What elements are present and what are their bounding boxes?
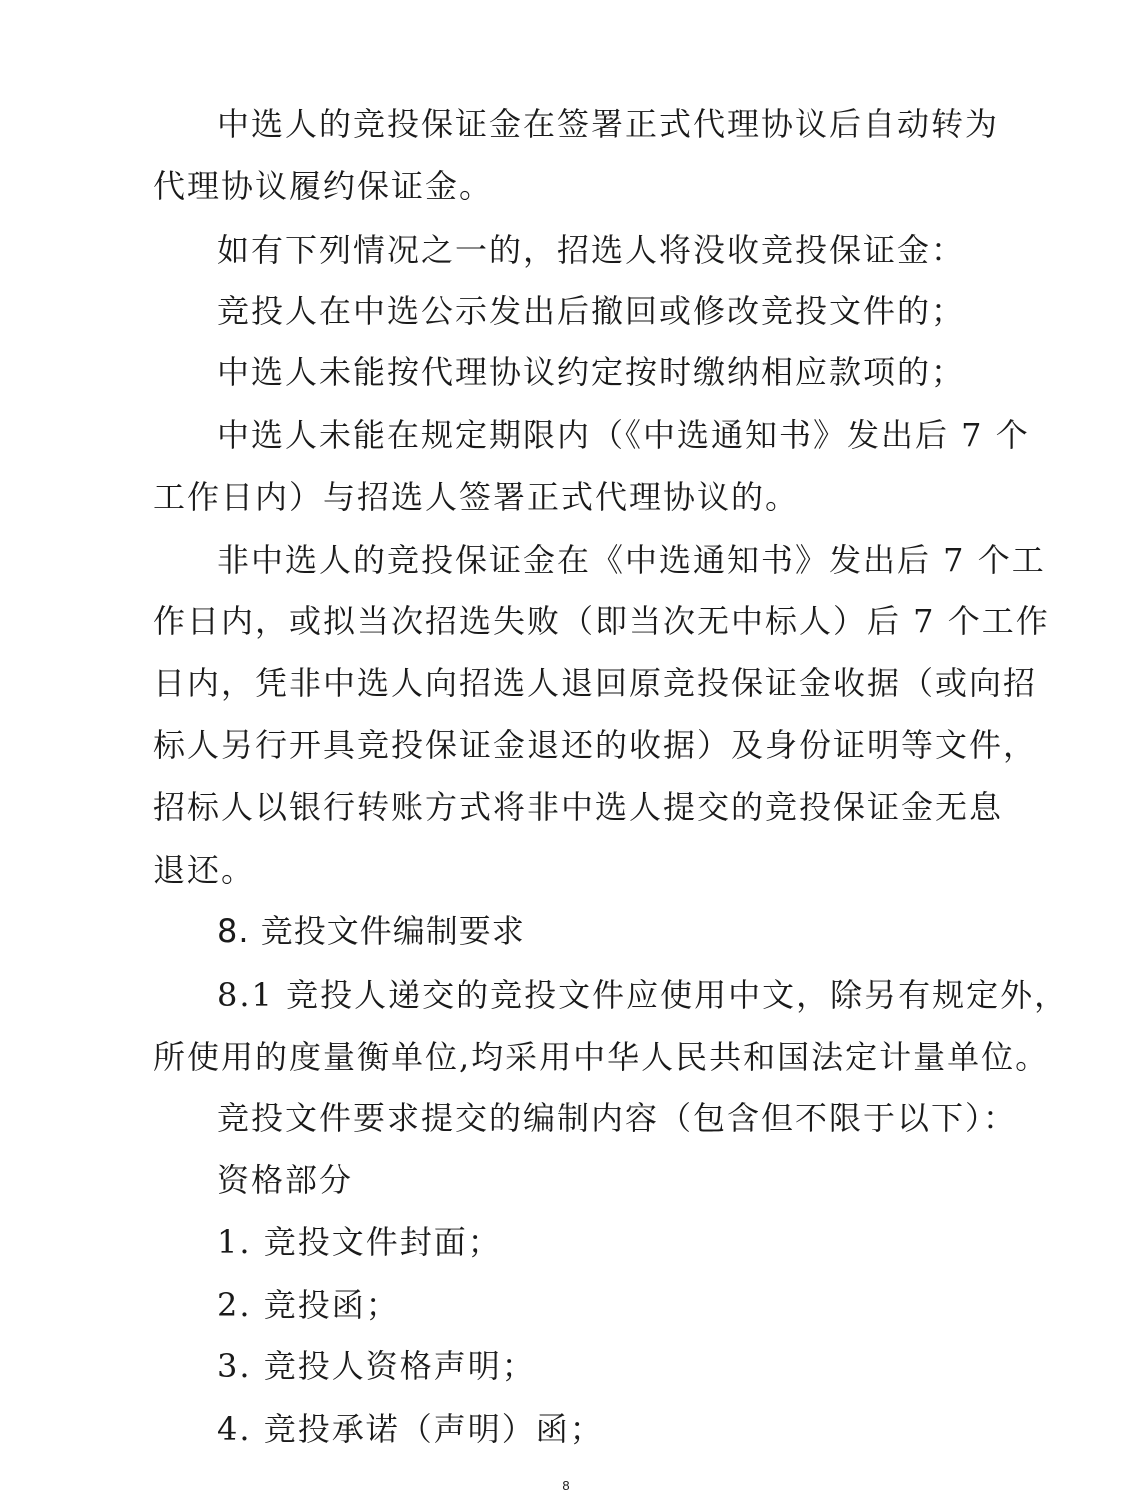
text-line: 标人另行开具竞投保证金退还的收据）及身份证明等文件， [153, 726, 1038, 764]
text-line: 如有下列情况之一的，招选人将没收竞投保证金： [217, 231, 966, 269]
page-number: 8 [562, 1478, 570, 1493]
text-line: 中选人未能按代理协议约定按时缴纳相应款项的； [217, 353, 966, 391]
text-line: 非中选人的竞投保证金在《中选通知书》发出后 7 个工 [217, 541, 1046, 579]
list-item: 4. 竞投承诺（声明）函； [217, 1410, 604, 1448]
list-item: 1. 竞投文件封面； [217, 1223, 502, 1261]
text-line: 退还。 [153, 851, 256, 889]
text-line: 8.1 竞投人递交的竞投文件应使用中文，除另有规定外， [217, 976, 1069, 1014]
text-line: 竞投文件要求提交的编制内容（包含但不限于以下）： [217, 1099, 1018, 1137]
section-heading: 8. 竞投文件编制要求 [217, 912, 525, 950]
text-line: 招标人以银行转账方式将非中选人提交的竞投保证金无息 [153, 788, 1004, 826]
text-line: 中选人的竞投保证金在签署正式代理协议后自动转为 [217, 105, 1000, 143]
text-line: 竞投人在中选公示发出后撤回或修改竞投文件的； [217, 292, 966, 330]
text-line: 代理协议履约保证金。 [153, 167, 494, 205]
text-line: 日内，凭非中选人向招选人退回原竞投保证金收据（或向招 [153, 664, 1038, 702]
text-line: 所使用的度量衡单位,均采用中华人民共和国法定计量单位。 [153, 1038, 1050, 1076]
list-item: 2. 竞投函； [217, 1286, 400, 1324]
subsection-label: 资格部分 [217, 1161, 354, 1199]
text-line: 作日内，或拟当次招选失败（即当次无中标人）后 7 个工作 [153, 602, 1050, 640]
text-line: 中选人未能在规定期限内（《中选通知书》发出后 7 个 [217, 416, 1030, 454]
text-line: 工作日内）与招选人签署正式代理协议的。 [153, 478, 800, 516]
list-item: 3. 竞投人资格声明； [217, 1347, 536, 1385]
